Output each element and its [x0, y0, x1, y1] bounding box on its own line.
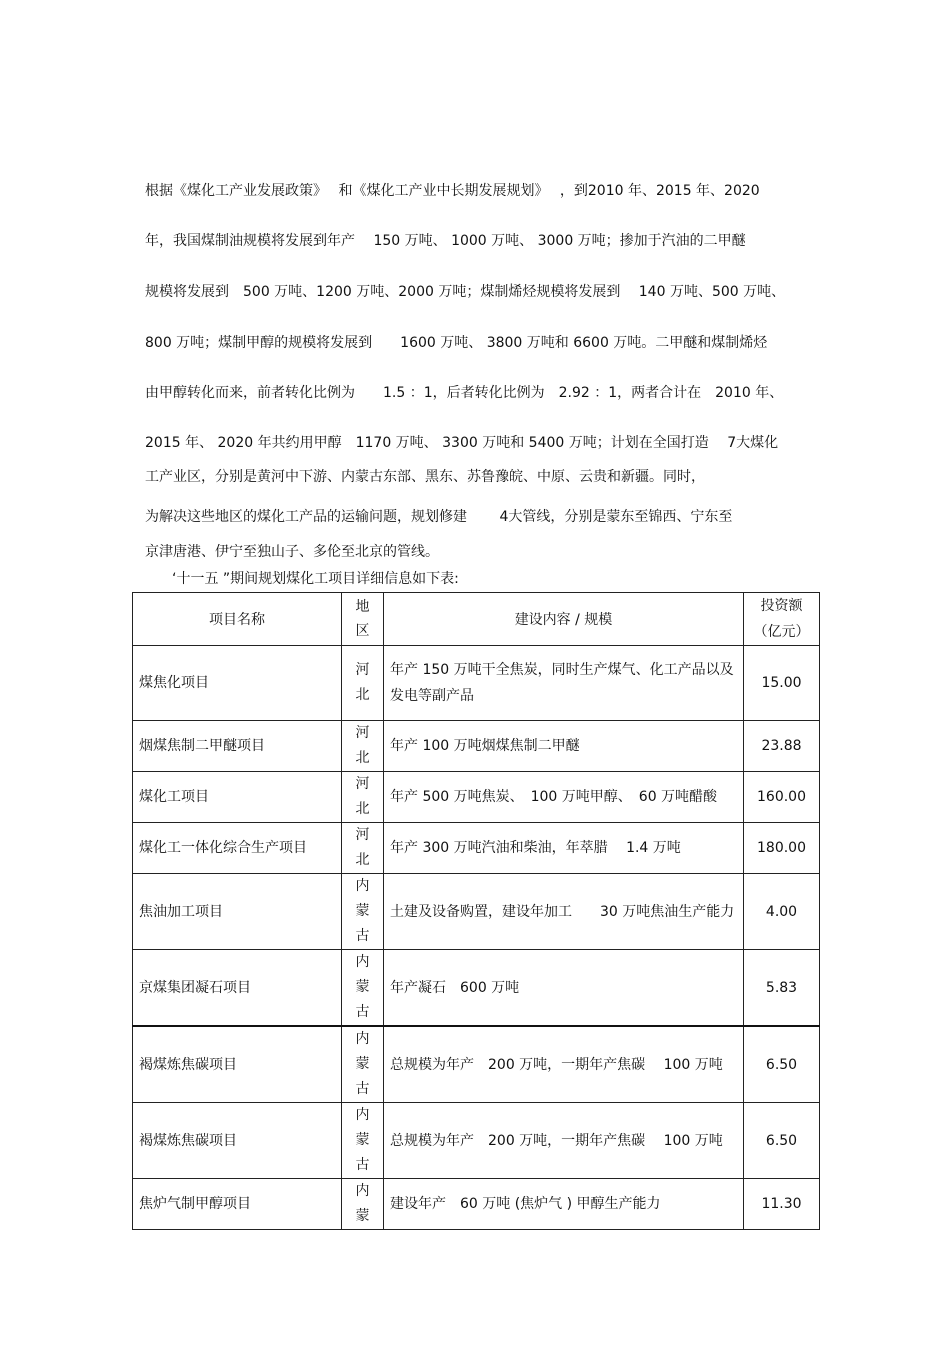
body-paragraph-line: 根据《煤化工产业发展政策》 和《煤化工产业中长期发展规划》 ，到2010 年、2015 年、2020	[145, 183, 760, 199]
table-row	[133, 1026, 820, 1103]
table-row	[133, 1103, 820, 1179]
region-cell: 河北	[342, 823, 384, 874]
investment-cell: 6.50	[744, 1103, 820, 1179]
region-cell: 河北	[342, 721, 384, 772]
content-cell: 年产 500 万吨焦炭、 100 万吨甲醇、 60 万吨醋酸	[384, 772, 744, 823]
project-name-cell: 烟煤焦制二甲醚项目	[133, 721, 342, 772]
body-paragraph-line: 由甲醇转化而来，前者转化比例为 1.5 ：1，后者转化比例为 2.92 ：1，两者合计在 2010 年、	[145, 385, 784, 401]
investment-cell: 160.00	[744, 772, 820, 823]
project-table	[132, 592, 820, 1230]
body-paragraph-line: 工产业区，分别是黄河中下游、内蒙古东部、黑东、苏鲁豫皖、中原、云贵和新疆。同时，	[145, 469, 705, 485]
body-paragraph-line: 年，我国煤制油规模将发展到年产 150 万吨、 1000 万吨、 3000 万吨；掺加于汽油的二甲醚	[145, 233, 746, 249]
content-cell: 年产 100 万吨烟煤焦制二甲醚	[384, 721, 744, 772]
table-row	[133, 721, 820, 772]
project-name-cell: 煤化工项目	[133, 772, 342, 823]
project-name-cell: 焦炉气制甲醇项目	[133, 1179, 342, 1230]
investment-cell: 23.88	[744, 721, 820, 772]
table-row	[133, 646, 820, 721]
body-paragraph-line: 京津唐港、伊宁至独山子、多伦至北京的管线。	[145, 544, 439, 560]
content-cell: 建设年产 60 万吨 (焦炉气 ) 甲醇生产能力	[384, 1179, 744, 1230]
body-paragraph-line: 800 万吨；煤制甲醇的规模将发展到 1600 万吨、 3800 万吨和 6600 万吨。二甲醚和煤制烯烃	[145, 335, 768, 351]
region-cell: 内蒙古	[342, 1026, 384, 1103]
body-paragraph-line: 为解决这些地区的煤化工产品的运输问题，规划修建 4大管线，分别是蒙东至锦西、宁东至	[145, 509, 733, 525]
content-cell: 年产 150 万吨干全焦炭，同时生产煤气、化工产品以及发电等副产品	[384, 646, 744, 721]
project-name-cell: 煤焦化项目	[133, 646, 342, 721]
content-cell: 总规模为年产 200 万吨，一期年产焦碳 100 万吨	[384, 1026, 744, 1103]
body-paragraph-line: 规模将发展到 500 万吨、1200 万吨、2000 万吨；煤制烯烃规模将发展到 140 万吨、500 万吨、	[145, 284, 786, 300]
project-name-cell: 焦油加工项目	[133, 874, 342, 950]
header-content-scale: 建设内容 / 规模	[384, 593, 744, 646]
content-cell: 年产凝石 600 万吨	[384, 950, 744, 1027]
region-cell: 内蒙古	[342, 950, 384, 1027]
header-investment: 投资额（亿元）	[744, 593, 820, 646]
investment-cell: 4.00	[744, 874, 820, 950]
investment-cell: 180.00	[744, 823, 820, 874]
table-row	[133, 823, 820, 874]
header-project-name: 项目名称	[133, 593, 342, 646]
region-cell: 河北	[342, 646, 384, 721]
table-header-row	[133, 593, 820, 646]
project-name-cell: 褐煤炼焦碳项目	[133, 1103, 342, 1179]
project-name-cell: 煤化工一体化综合生产项目	[133, 823, 342, 874]
investment-cell: 6.50	[744, 1026, 820, 1103]
table-caption: ‘十一五 ”期间规划煤化工项目详细信息如下表:	[172, 571, 459, 587]
table-row	[133, 874, 820, 950]
content-cell: 年产 300 万吨汽油和柴油，年萃腊 1.4 万吨	[384, 823, 744, 874]
table-row	[133, 950, 820, 1027]
project-name-cell: 京煤集团凝石项目	[133, 950, 342, 1027]
body-paragraph-line: 2015 年、 2020 年共约用甲醇 1170 万吨、 3300 万吨和 5400 万吨；计划在全国打造 7大煤化	[145, 435, 779, 451]
table-row	[133, 772, 820, 823]
region-cell: 内蒙古	[342, 874, 384, 950]
region-cell: 河北	[342, 772, 384, 823]
region-cell: 内蒙	[342, 1179, 384, 1230]
region-cell: 内蒙古	[342, 1103, 384, 1179]
investment-cell: 15.00	[744, 646, 820, 721]
content-cell: 总规模为年产 200 万吨，一期年产焦碳 100 万吨	[384, 1103, 744, 1179]
content-cell: 土建及设备购置，建设年加工 30 万吨焦油生产能力	[384, 874, 744, 950]
project-name-cell: 褐煤炼焦碳项目	[133, 1026, 342, 1103]
table-row	[133, 1179, 820, 1230]
investment-cell: 11.30	[744, 1179, 820, 1230]
header-region: 地区	[342, 593, 384, 646]
investment-cell: 5.83	[744, 950, 820, 1027]
